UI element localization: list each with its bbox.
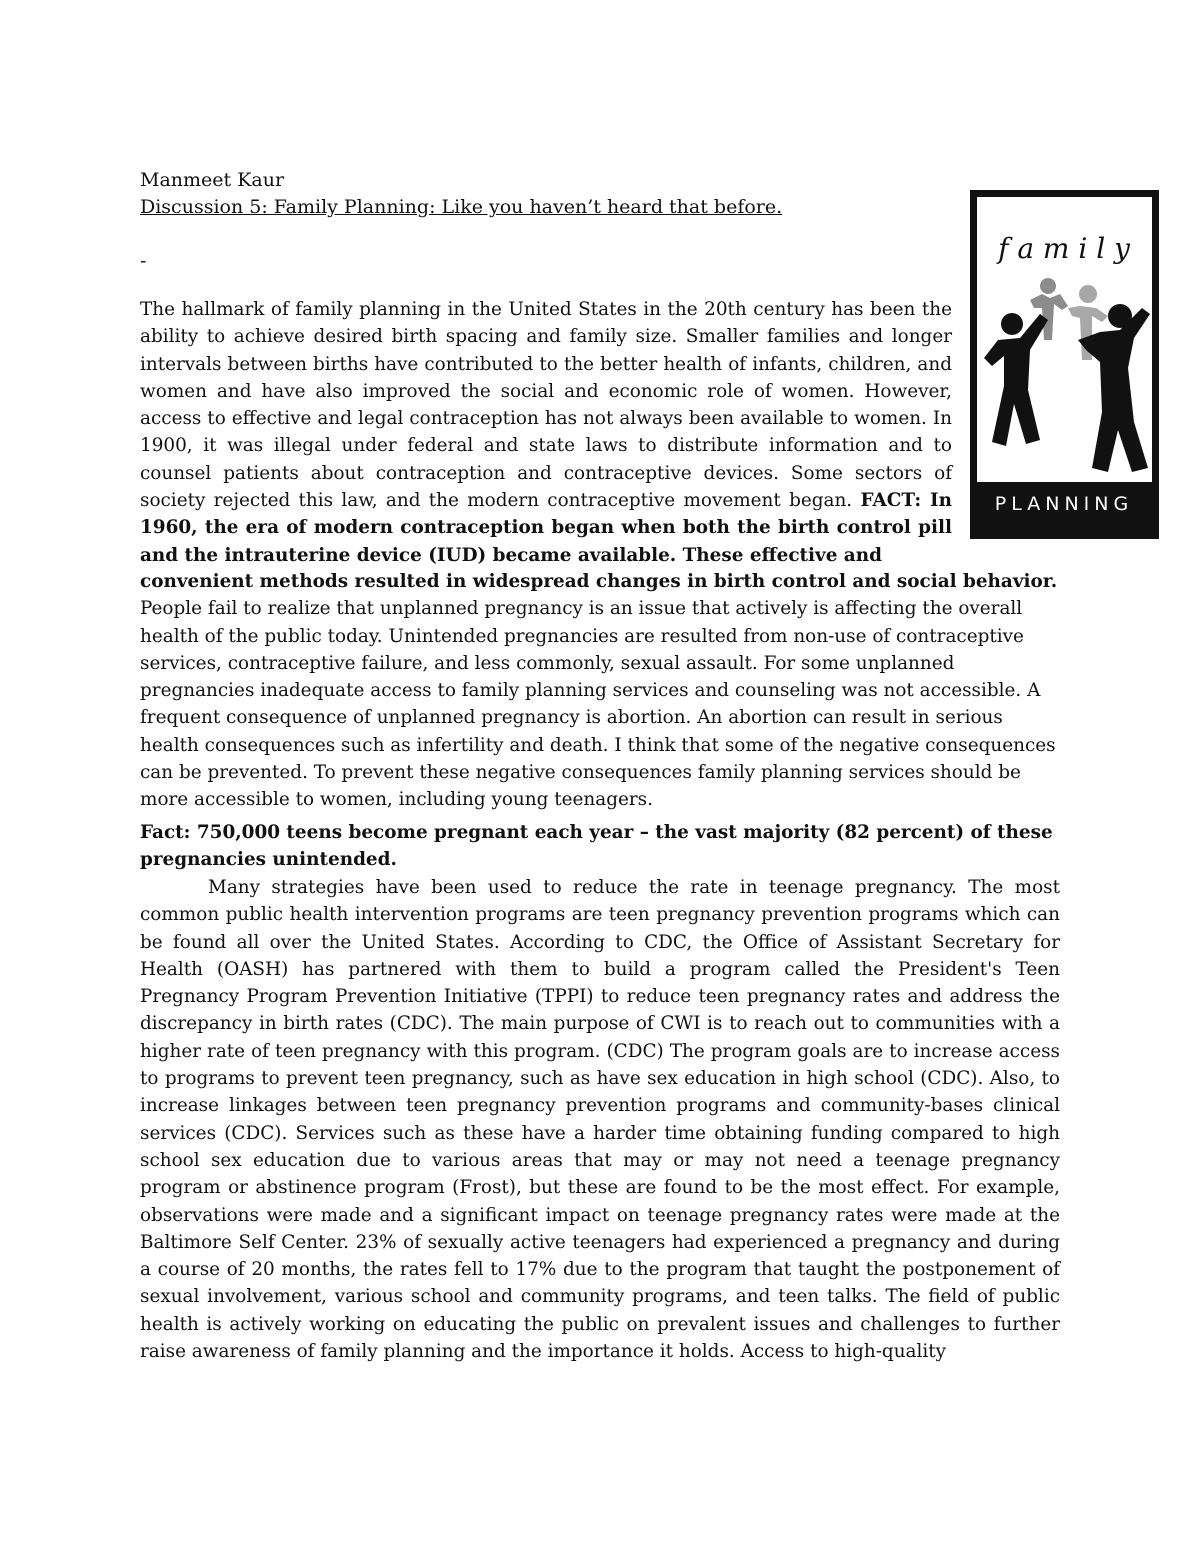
- fact-1960: FACT: In 1960, the era of modern contraception began when both the birth control pill and the intrauterine device (IUD) became available. These effective and: [140, 490, 952, 566]
- discussion-title: Discussion 5: Family Planning: Like you haven’t heard that before.: [140, 196, 783, 218]
- logo-bottom-text: PLANNING: [994, 493, 1134, 515]
- strategies-paragraph: Many strategies have been used to reduce the rate in teenage pregnancy. The most common public health intervention programs are teen pregnancy prevention programs which can be found all over the United States. According to CDC, the Office of Assistant Secretary for Health (OASH) has partnered with them to build a program called the President's Teen Pregnancy Program Prevention Initiative (TPPI) to reduce teen pregnancy rates and address the discrepancy in birth rates (CDC). The main purpose of CWI is to reach out to communities with a higher rate of teen pregnancy with this program. (CDC) The program goals are to increase access to programs to prevent teen pregnancy, such as have sex education in high school (CDC). Also, to increase linkages between teen pregnancy prevention programs and community-bases clinical services (CDC). Services such as these have a harder time obtaining funding compared to high school sex education due to various areas that may or may not need a teenage pregnancy program or abstinence program (Frost), but these are found to be the most effect. For example, observations were made and a significant impact on teenage pregnancy rates were made at the Baltimore Self Center. 23% of sexually active teenagers had experienced a pregnancy and during a course of 20 months, the rates fell to 17% due to the program that taught the postponement of sexual involvement, various school and community programs, and teen talks. The field of public health is actively working on educating the public on prevalent issues and challenges to further raise awareness of family planning and the importance it holds. Access to high-quality: [140, 877, 1060, 1363]
- teen-pregnancy-fact: Fact: 750,000 teens become pregnant each year – the vast majority (82 percent) of these pregnancies unintended.: [140, 822, 1053, 871]
- intro-paragraph-continued: [140, 568, 1060, 814]
- intro-paragraph: [140, 296, 952, 569]
- fact-1960-end: convenient methods resulted in widespread changes in birth control and social behavior.: [140, 571, 1058, 592]
- unplanned-pregnancy-text: People fail to realize that unplanned pregnancy is an issue that actively is affecting the overall health of the public today. Unintended pregnancies are resulted from non-use of contraceptive services, contraceptive failure, and less commonly, sexual assault. For some unplanned pregnancies inadequate access to family planning services and counseling was not accessible. A frequent consequence of unplanned pregnancy is abortion. An abortion can result in serious health consequences such as infertility and death. I think that some of the negative consequences can be prevented. To prevent these negative consequences family planning services should be more accessible to women, including young teenagers.: [140, 598, 1056, 811]
- logo-top-text: f a m i l y: [998, 232, 1130, 265]
- dash-marker: -: [140, 250, 147, 272]
- intro-text: The hallmark of family planning in the United States in the 20th century has been the ability to achieve desired birth spacing and family size. Smaller families and longer intervals between births have contributed to the better health of infants, children, and women and have also improved the social and economic role of women. However, access to effective and legal contraception has not always been available to women. In 1900, it was illegal under federal and state laws to distribute information and to counsel patients about contraception and contraceptive devices. Some sectors of society rejected this law, and the modern contraceptive movement began.: [140, 299, 952, 512]
- family-planning-logo: [970, 190, 1159, 539]
- author-name: Manmeet Kaur: [140, 169, 285, 191]
